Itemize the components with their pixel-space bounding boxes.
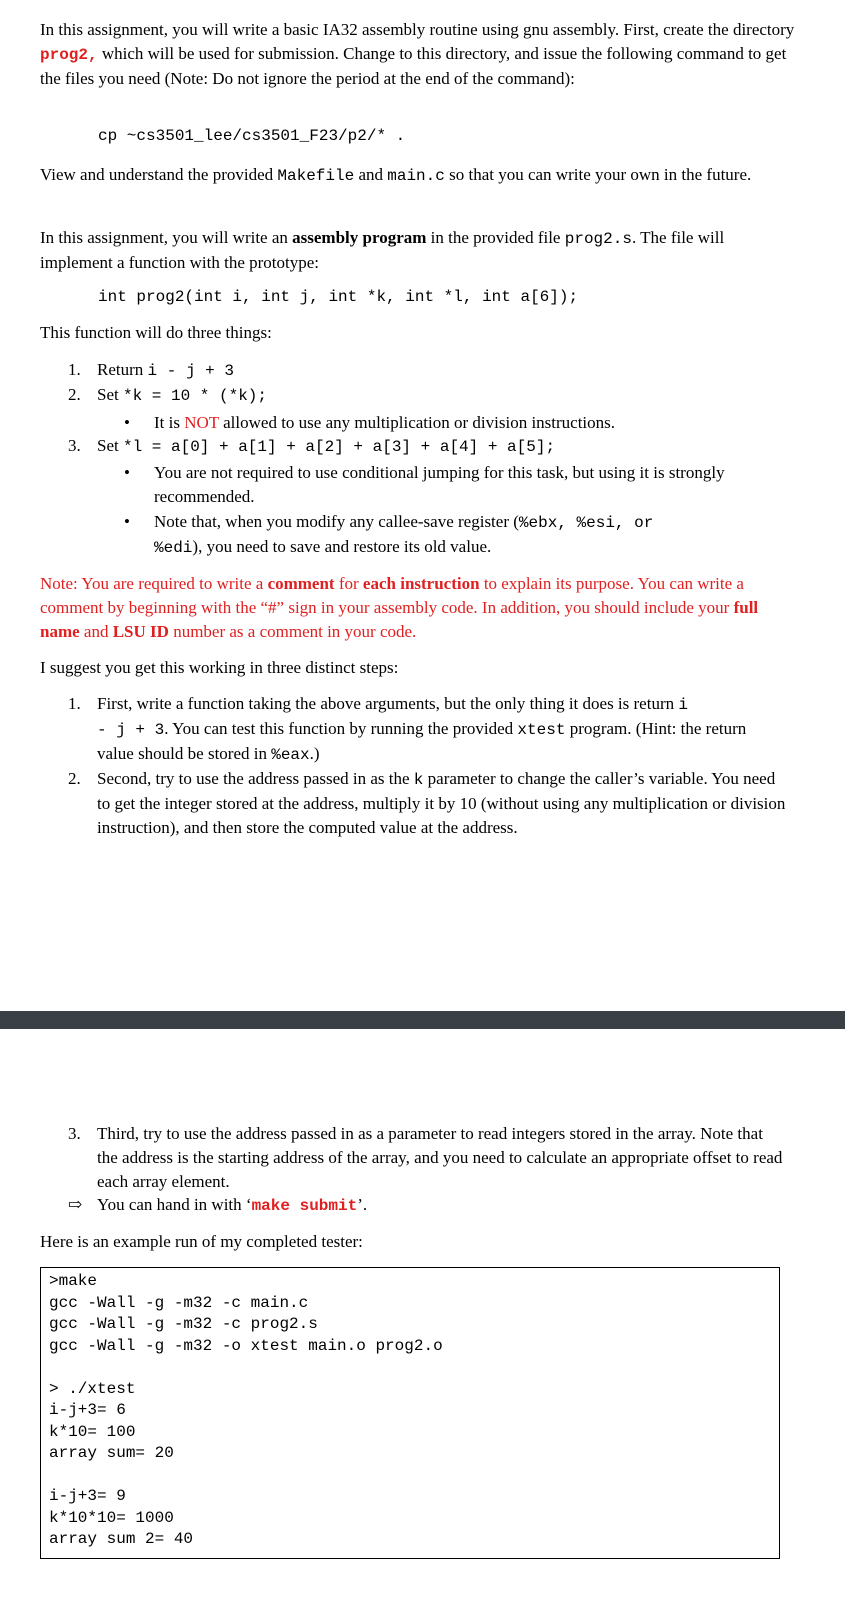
note-comment: comment bbox=[267, 574, 335, 593]
item-3-bullet-2 bbox=[124, 510, 744, 560]
terminal-line: gcc -Wall -g -m32 -o xtest main.o prog2.o bbox=[49, 1336, 443, 1355]
note-text-4: and bbox=[79, 622, 113, 641]
handin-line bbox=[68, 1193, 368, 1217]
assign-text-3: . The file will implement a function with the prototype: bbox=[40, 228, 725, 272]
terminal-line: gcc -Wall -g -m32 -c prog2.s bbox=[49, 1315, 318, 1333]
xtest-name: xtest bbox=[517, 721, 566, 739]
page-separator bbox=[0, 1011, 845, 1029]
item-3 bbox=[68, 434, 556, 458]
item-1-num: 1. bbox=[68, 360, 81, 379]
directory-name: prog2, bbox=[40, 46, 98, 64]
note-text-3: to explain its purpose. You can write a comment by beginning with the “#” sign in your assembly code. In addition, you should include your bbox=[40, 574, 744, 617]
step-1-num: 1. bbox=[68, 694, 81, 713]
intro-text: In this assignment, you will write a basic IA32 assembly routine using gnu assembly. First, create the directory bbox=[40, 20, 795, 39]
edi-code: %edi bbox=[154, 539, 193, 557]
note-name: full name bbox=[40, 598, 759, 641]
copy-command: cp ~cs3501_lee/cs3501_F23/p2/* . bbox=[98, 127, 406, 145]
step-1-code-i: i bbox=[678, 696, 688, 714]
terminal-block-make bbox=[49, 1271, 771, 1357]
terminal-line: > ./xtest bbox=[49, 1379, 136, 1398]
function-prototype: int prog2(int i, int j, int *k, int *l, int a[6]); bbox=[98, 288, 579, 306]
view-text-2: so that you can write your own in the future. bbox=[444, 165, 752, 184]
view-text: View and understand the provided bbox=[40, 165, 278, 184]
step-3 bbox=[68, 1122, 788, 1194]
terminal-line: i-j+3= 9 bbox=[49, 1487, 126, 1505]
bullet-text: You are not required to use conditional jumping for this task, but using it is strongly recommended. bbox=[154, 463, 725, 506]
example-intro: Here is an example run of my completed tester: bbox=[40, 1232, 363, 1251]
terminal-line: k*10*10= 1000 bbox=[49, 1508, 174, 1527]
step-2-text: Second, try to use the address passed in as the bbox=[97, 769, 414, 788]
view-paragraph bbox=[40, 163, 800, 188]
item-1 bbox=[68, 358, 234, 382]
makefile-name: Makefile bbox=[277, 167, 355, 185]
terminal-line: array sum= 20 bbox=[49, 1444, 174, 1462]
terminal-line: >make bbox=[49, 1272, 98, 1290]
terminal-line: array sum 2= 40 bbox=[49, 1530, 194, 1548]
note-text-5: number as a comment in your code. bbox=[168, 622, 417, 641]
step-1-text-4: .) bbox=[309, 744, 320, 763]
assign-text: In this assignment, you will write an bbox=[40, 228, 293, 247]
terminal-line: gcc -Wall -g -m32 -c main.c bbox=[49, 1293, 309, 1312]
note-paragraph bbox=[40, 572, 790, 644]
mainc-name: main.c bbox=[387, 167, 445, 185]
item-2-num: 2. bbox=[68, 385, 81, 404]
bullet-text-2: allowed to use any multiplication or division instructions. bbox=[218, 413, 616, 432]
step-3-text: Third, try to use the address passed in as a parameter to read integers stored in the array. Note that the address is the starting address of the array, and you need to calculate an appropriate offset to read each array element. bbox=[97, 1124, 783, 1191]
eax-code: %eax bbox=[271, 746, 310, 764]
bullet-icon: • bbox=[124, 463, 130, 482]
handin-text-2: ’. bbox=[357, 1195, 368, 1214]
intro-paragraph bbox=[40, 18, 800, 91]
terminal-line: i-j+3= 6 bbox=[49, 1401, 126, 1419]
step-1-text: First, write a function taking the above arguments, but the only thing it does is return bbox=[97, 694, 679, 713]
make-submit-command: make submit bbox=[251, 1197, 358, 1215]
item-1-text: Return bbox=[97, 360, 148, 379]
handin-text: You can hand in with ‘ bbox=[97, 1195, 252, 1214]
view-and: and bbox=[354, 165, 388, 184]
bullet-text: Note that, when you modify any callee-save register ( bbox=[154, 512, 519, 531]
three-things-text: This function will do three things: bbox=[40, 323, 272, 342]
bullet-text: It is bbox=[154, 413, 185, 432]
step-1-text-2: . You can test this function by running the provided bbox=[164, 719, 518, 738]
item-2-text: Set bbox=[97, 385, 123, 404]
item-3-bullet-1 bbox=[124, 461, 744, 509]
assign-paragraph bbox=[40, 226, 800, 275]
step-2-text-2: parameter to change the caller’s variable. You need to get the integer stored at the address, multiply it by 10 (without using any multiplication or division instruction), and then store the computed value at the address. bbox=[97, 769, 786, 837]
document-page-2 bbox=[0, 1029, 845, 1602]
terminal-block-run-1 bbox=[49, 1379, 771, 1465]
note-each: each instruction bbox=[362, 574, 480, 593]
bullet-icon: • bbox=[124, 512, 130, 531]
bullet-icon: • bbox=[124, 413, 130, 432]
k-code: k bbox=[413, 771, 424, 789]
terminal-line: k*10= 100 bbox=[49, 1422, 136, 1441]
register-code: %ebx, %esi, or bbox=[518, 514, 654, 532]
item-3-num: 3. bbox=[68, 436, 81, 455]
terminal-output bbox=[40, 1267, 780, 1559]
step-1-text-3: program. (Hint: the return value should be stored in bbox=[97, 719, 747, 763]
step-3-num: 3. bbox=[68, 1124, 81, 1143]
intro-text-2: which will be used for submission. Change to this directory, and issue the following command to get the files you need (Note: Do not ignore the period at the end of the command): bbox=[40, 44, 787, 88]
prog2s-name: prog2.s bbox=[564, 230, 632, 248]
terminal-block-run-2 bbox=[49, 1486, 771, 1551]
step-2-num: 2. bbox=[68, 769, 81, 788]
item-3-code: *l = a[0] + a[1] + a[2] + a[3] + a[4] + a[5]; bbox=[122, 438, 556, 456]
step-2 bbox=[68, 767, 788, 840]
suggest-text: I suggest you get this working in three distinct steps: bbox=[40, 658, 399, 677]
item-1-code: i - j + 3 bbox=[147, 362, 234, 380]
note-text-2: for bbox=[334, 574, 363, 593]
assign-text-2: in the provided file bbox=[426, 228, 565, 247]
note-text: Note: You are required to write a bbox=[40, 574, 268, 593]
bullet-text-2: ), you need to save and restore its old value. bbox=[192, 537, 492, 556]
step-1-code-expr: - j + 3 bbox=[97, 721, 165, 739]
not-red: NOT bbox=[184, 413, 219, 432]
step-1 bbox=[68, 692, 768, 767]
arrow-icon: ⇨ bbox=[68, 1195, 83, 1214]
item-3-text: Set bbox=[97, 436, 123, 455]
item-2-code: *k = 10 * (*k); bbox=[122, 387, 268, 405]
item-2 bbox=[68, 383, 268, 407]
note-lsu: LSU ID bbox=[112, 622, 169, 641]
assembly-program-bold: assembly program bbox=[292, 228, 427, 247]
